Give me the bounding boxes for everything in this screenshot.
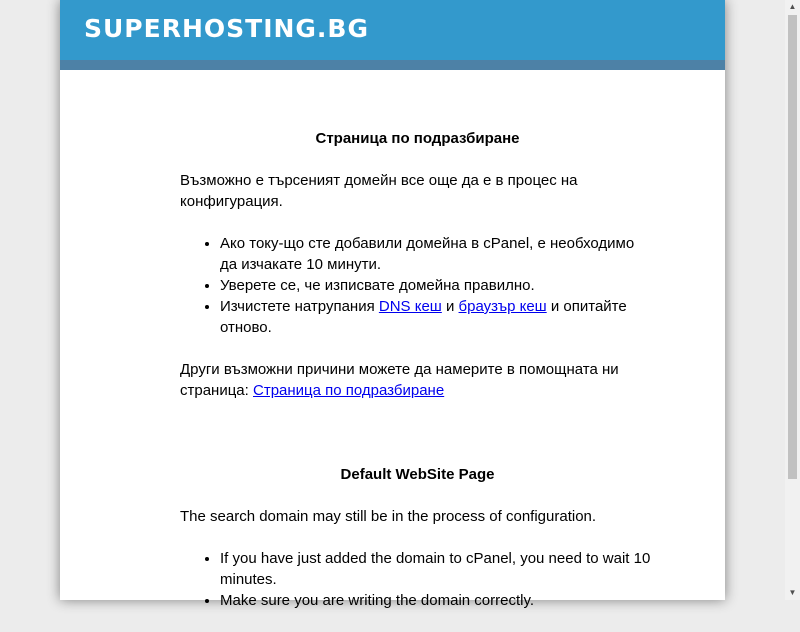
header-divider-bar: [60, 60, 725, 70]
page-container: [60, 0, 725, 609]
bg-tip-wait: • Ако току-що сте добавили домейна в cPanel, е необходимо да изчакате 10 минути.: [220, 233, 655, 275]
main-content: [180, 128, 655, 632]
bg-tip-clear-mid: и: [441, 298, 459, 315]
dns-cache-link[interactable]: DNS кеш: [378, 298, 442, 315]
site-logo[interactable]: SUPERHOSTING.BG: [84, 14, 370, 43]
en-page-title: Default WebSite Page: [340, 466, 495, 483]
bg-tip-clear-cache: [220, 296, 655, 338]
bg-tips-list: [180, 233, 655, 338]
bg-tip-clear-suffix: и опитайте отново.: [220, 298, 627, 336]
scroll-up-icon[interactable]: ▲: [788, 2, 797, 11]
en-intro-text: The search domain may still be in the process of configuration.: [180, 508, 597, 525]
bg-intro-text: Възможно е търсеният домейн все още да е в процес на конфигурация.: [180, 172, 578, 210]
bg-tip-spelling: • Уверете се, че изписвате домейна правилно.: [220, 275, 655, 296]
default-page-help-link[interactable]: Страница по подразбиране: [253, 382, 445, 399]
en-tips-list: [180, 548, 655, 611]
bg-more-prefix: Други възможни причини можете да намерите в помощната ни страница:: [180, 361, 619, 399]
browser-cache-link[interactable]: браузър кеш: [458, 298, 547, 315]
scrollbar-thumb[interactable]: [788, 15, 797, 479]
vertical-scrollbar[interactable]: [785, 0, 800, 600]
section-spacer: [180, 422, 655, 464]
site-header: [60, 0, 725, 60]
scroll-down-icon[interactable]: ▼: [788, 588, 797, 597]
en-tip-spelling: • Make sure you are writing the domain correctly.: [220, 590, 655, 611]
bg-more-info: [180, 359, 655, 401]
bg-tip-clear-prefix: Изчистете натрупания: [220, 298, 379, 315]
bg-page-title: Страница по подразбиране: [315, 130, 520, 147]
en-tip-wait: • If you have just added the domain to cPanel, you need to wait 10 minutes.: [220, 548, 655, 590]
